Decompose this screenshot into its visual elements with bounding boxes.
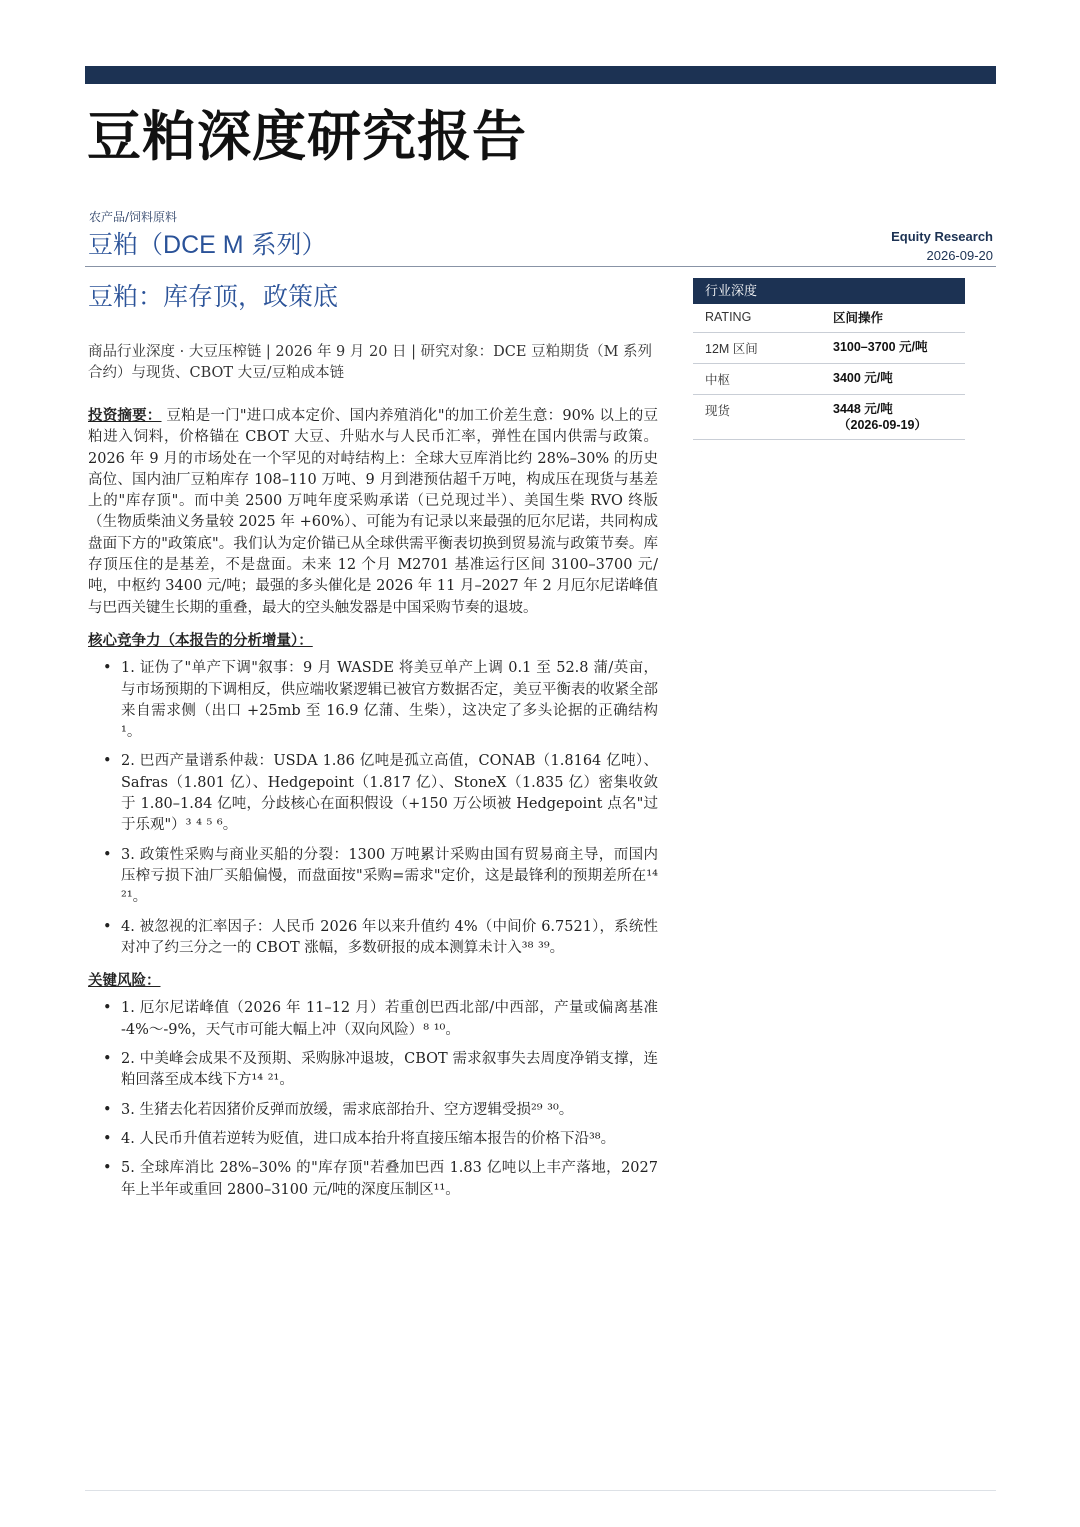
list-item-text: 1. 证伪了"单产下调"叙事：9 月 WASDE 将美豆单产上调 0.1 至 52.8 蒲/英亩，与市场预期的下调相反，供应端收紧逻辑已被官方数据否定，美豆平衡表的收紧全部来自需求侧（出口 +25mb 至 16.9 亿蒲、生柴），这决定了多头论据的正确结构¹。 [121, 660, 658, 741]
report-date: 2026-09-20 [926, 248, 993, 263]
report-title: 豆粕深度研究报告 [87, 104, 527, 168]
list-item-text: 3. 政策性采购与商业买船的分裂：1300 万吨累计采购由国有贸易商主导，而国内压榨亏损下油厂买船偏慢，而盘面按"采购=需求"定价，这是最锋利的预期差所在¹⁴ ²¹。 [121, 846, 658, 906]
list-item-text: 2. 中美峰会成果不及预期、采购脉冲退坡，CBOT 需求叙事失去周度净销支撑，连粕回落至成本线下方¹⁴ ²¹。 [121, 1051, 658, 1089]
sidebar-row-rating [693, 304, 965, 333]
list-item [88, 658, 658, 743]
list-item [88, 917, 658, 960]
spot-price-date: （2026-09-19） [838, 418, 927, 432]
list-item [88, 751, 658, 836]
summary-text: 豆粕是一门"进口成本定价、国内养殖消化"的加工价差生意：90% 以上的豆粕进入饲料，价格锚在 CBOT 大豆、升贴水与人民币汇率，弹性在国内供需与政策。2026 年 9 月的市场处在一个罕见的对峙结构上：全球大豆库消比约 28%–30% 的历史高位、国内油厂豆粕库存 108–110 万吨、9 月到港预估超千万吨，构成压在现货与基差上的"库存顶"。而中美 2500 万吨年度采购承诺（已兑现过半）、美国生柴 RVO 终版（生物质柴油义务量较 2025 年 +60%）、可能为有记录以来最强的厄尔尼诺，共同构成盘面下方的"政策底"。我们认为定价锚已从全球供需平衡表切换到贸易流与政策节奏。库存顶压住的是基差，不是盘面。未来 12 个月 M2701 基准运行区间 3100–3700 元/吨，中枢约 3400 元/吨；最强的多头催化是 2026 年 11 月–2027 年 2 月厄尔尼诺峰值与巴西关键生长期的重叠，最大的空头触发器是中国采购节奏的退坡。 [88, 408, 658, 616]
report-body [88, 405, 658, 1209]
sidebar-row-value-group [833, 395, 965, 439]
list-item [88, 1158, 658, 1201]
list-item [88, 998, 658, 1041]
bullet-icon: • [103, 1130, 112, 1147]
report-subtitle: 豆粕：库存顶，政策底 [88, 282, 339, 311]
sidebar-row-spot [693, 395, 965, 440]
list-item-text: 2. 巴西产量谱系仲裁：USDA 1.86 亿吨是孤立高值，CONAB（1.8164 亿吨）、Safras（1.801 亿）、Hedgepoint（1.817 亿）、StoneX（1.835 亿）密集收敛于 1.80–1.84 亿吨，分歧核心在面积假设（+150 万公顷被 Hedgepoint 点名"过于乐观"）³ ⁴ ⁵ ⁶。 [121, 753, 658, 834]
list-item-text: 3. 生猪去化若因猪价反弹而放缓，需求底部抬升、空方逻辑受损²⁹ ³⁰。 [121, 1101, 574, 1118]
list-item [88, 845, 658, 909]
series-code: DCE M [163, 231, 244, 259]
series-prefix: 豆粕（ [88, 230, 164, 259]
bullet-icon: • [103, 1101, 112, 1118]
list-item-text: 5. 全球库消比 28%–30% 的"库存顶"若叠加巴西 1.83 亿吨以上丰产落地，2027 年上半年或重回 2800–3100 元/吨的深度压制区¹¹。 [121, 1160, 658, 1198]
summary-label: 投资摘要： [88, 407, 162, 424]
bullet-icon: • [103, 1160, 112, 1177]
report-meta: 商品行业深度 · 大豆压榨链 | 2026 年 9 月 20 日 | 研究对象：DCE 豆粕期货（M 系列合约）与现货、CBOT 大豆/豆粕成本链 [88, 344, 653, 381]
bullet-icon: • [103, 918, 112, 935]
footer-divider [85, 1490, 996, 1491]
sidebar-row-value: 区间操作 [833, 311, 884, 325]
sidebar-heading: 行业深度 [693, 278, 965, 304]
list-item [88, 1129, 658, 1150]
sidebar-row-center [693, 364, 965, 395]
advantages-heading: 核心竞争力（本报告的分析增量）： [88, 631, 313, 649]
bullet-icon: • [103, 660, 112, 677]
sidebar-row-label: 现货 [705, 404, 731, 418]
rating-sidebar [693, 278, 965, 440]
advantages-list [88, 658, 658, 959]
series-title [88, 229, 327, 261]
category-label: 农产品/饲料原料 [89, 210, 178, 224]
sidebar-row-value: 3400 元/吨 [833, 371, 893, 385]
bullet-icon: • [103, 1051, 112, 1068]
header-divider [85, 266, 996, 267]
series-suffix: 系列） [243, 230, 327, 259]
list-item-text: 1. 厄尔尼诺峰值（2026 年 11–12 月）若重创巴西北部/中西部，产量或偏离基准 -4%～-9%，天气市可能大幅上冲（双向风险）⁸ ¹⁰。 [121, 1000, 658, 1038]
sidebar-row-range [693, 333, 965, 364]
risks-heading: 关键风险： [88, 972, 161, 990]
sidebar-row-label: 中枢 [705, 373, 731, 387]
publisher-label: Equity Research [891, 229, 993, 244]
risks-list [88, 998, 658, 1200]
header-bar [85, 66, 996, 84]
list-item [88, 1049, 658, 1092]
sidebar-row-label: 12M 区间 [705, 342, 758, 356]
list-item-text: 4. 被忽视的汇率因子：人民币 2026 年以来升值约 4%（中间价 6.7521），系统性对冲了约三分之一的 CBOT 涨幅，多数研报的成本测算未计入³⁸ ³⁹。 [121, 918, 658, 956]
bullet-icon: • [103, 1000, 112, 1017]
list-item [88, 1100, 658, 1121]
bullet-icon: • [103, 846, 112, 863]
list-item-text: 4. 人民币升值若逆转为贬值，进口成本抬升将直接压缩本报告的价格下沿³⁸。 [121, 1130, 616, 1147]
investment-summary [88, 405, 658, 619]
bullet-icon: • [103, 753, 112, 770]
spot-price-value: 3448 元/吨 [833, 402, 893, 416]
sidebar-row-label: RATING [705, 310, 752, 324]
sidebar-row-value: 3100–3700 元/吨 [833, 340, 928, 354]
